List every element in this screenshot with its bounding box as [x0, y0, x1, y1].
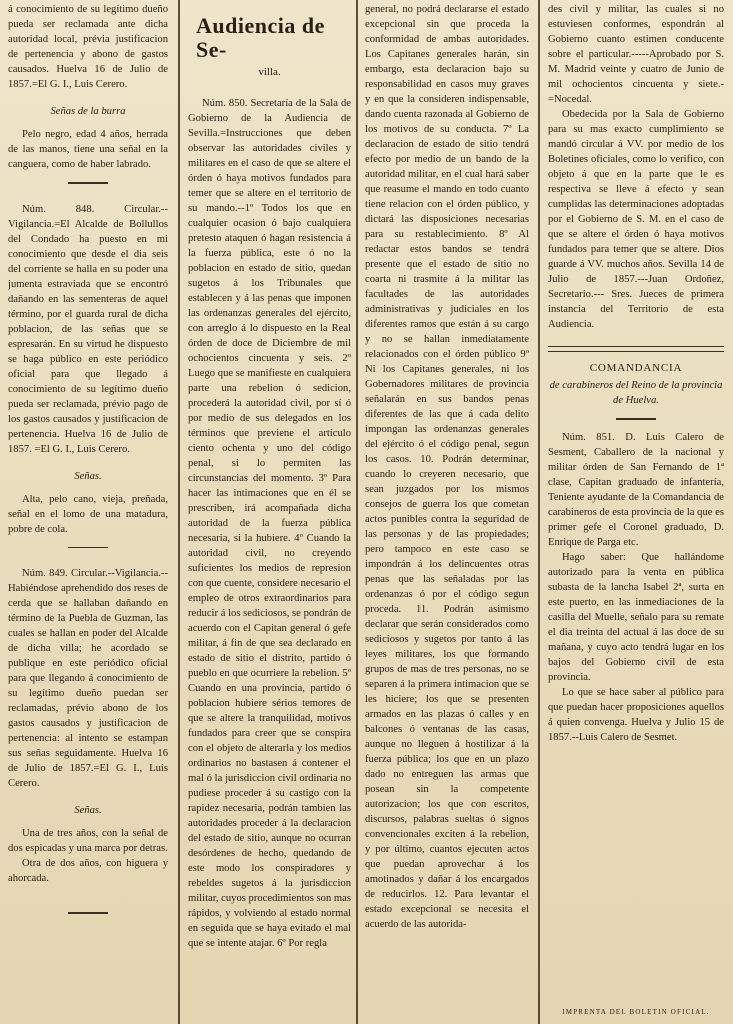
- column-1: [8, 0, 168, 1024]
- separator: [68, 912, 108, 914]
- senas-text: Otra de dos años, con higuera y ahorcada.: [8, 858, 168, 884]
- separator: [616, 418, 656, 420]
- column-3: [365, 0, 529, 1024]
- section-subheading: villa.: [258, 66, 281, 78]
- column-2: [188, 0, 351, 1024]
- section-heading: Audiencia de Se-: [196, 13, 325, 62]
- senas-heading: Señas.: [74, 470, 102, 482]
- notice-851-body: Hago saber: Que hallándome autorizado para la venta en pública subasta de la lancha Isabel 2ª, surta en este puerto, en las inmediaciones de la casilla del Muelle, señalo para su remate el dia treinta del actual á las doce de su mañana, y cuyo acto tendrá lugar en los bajos del Gobierno civil de esta provincia.: [548, 551, 724, 683]
- notice-851-closing: Lo que se hace saber al público para que puedan hacer proposiciones aquellos á quien convenga. Huelva y Julio 15 de 1857.--Luis Calero de Sesmet.: [548, 686, 724, 743]
- notice-850-continued: general, no podrá declararse el estado excepcional sin que proceda la conformidad de ambas autoridades. Los Capitanes generales harán, sin embargo, esta declaracion bajo su responsabilidad en casos muy graves y en que la consideren indispensable, dando cuenta razonada al Gobierno de los motivos de su conducta. 7º La declaracion de estado de sitio tendrá efecto por medio de un bando de la autoridad militar, en el cual hará saber que reasume el mando en todo cuanto tiene relacion con el órden público, y dictará las disposiciones necesarias para su restablecimiento. 8º Al redactar estos bandos se tendrá presente que el estado de sitio no coarta ni trasmite á la militar las facultades de las autoridades administrativas y judiciales en los diferentes ramos que están á su cargo y no se hallan inmediatamente relacionados con el órden público 9º Ni los Capitanes generales, ni los Gobernadores militares de provincia señalarán en sus bandos penas diferentes de las que á cada delito impongan las ordenanzas generales del ejército ó el código penal, segun los casos. 10. Podrán determinar, cuando lo creyeren necesario, que sean juzgados por los mismos consejos de guerra los que cometan actos punibles contra la seguridad de las personas y de las propiedades; pero tampoco en este caso se impondrán á los delincuentes otras penas que las señaladas por las ordenanzas ó por el código segun proceda. 11. Podrán asimismo declarar que serán considerados como sediciosos y sugetos por tanto á las leyes militares, los que formando grupos de mas de tres personas, no se separen á la primera intimacion que se les hiciere; los que se presenten armados en las plazas ó calles y en balcones ó ventanas de las casas, aunque no lleguen á hostilizar á la fuerza pública; los que en un plazo dado no entreguen las armas que posean sin la competente autorizacion; los que con escritos, discursos, palabras sueltas ó signos convencionales exciten á la rebelion, y por último, cuantos ejecuten actos que puedan aprovechar á los amotinados y dañar á los encargados de reducirlos. 12. Para levantar el estado excepcional se necesita el acuerdo de las autorida-: [365, 4, 529, 930]
- separator: [548, 346, 724, 352]
- senas-text: Pelo negro, edad 4 años, herrada de las manos, tiene una señal en la canguera, como de haber labrado.: [8, 129, 168, 170]
- senas-text: Una de tres años, con la señal de dos espicadas y una marca por detras.: [8, 828, 168, 854]
- separator: [68, 547, 108, 549]
- printer-imprint: IMPRENTA DEL BOLETIN OFICIAL.: [562, 1008, 710, 1016]
- senas-text: Alta, pelo cano, vieja, preñada, señal en el lomo de una matadura, pobre de cola.: [8, 493, 168, 535]
- continuation-text: á conocimiento de su legítimo dueño pueda ser reclamada ante dicha autoridad local, prévia justificacion de pertenencia y abono de gastos causados. Huelva 16 de Julio de 1857.=El G. I., Luis Cerero.: [8, 4, 168, 90]
- section-subheading: de carabineros del Reino de la provincia de Huelva.: [549, 380, 723, 406]
- notice-850: Núm. 850. Secretaría de la Sala de Gobierno de la Audiencia de Sevilla.=Instrucciones que deben observar las autoridades civiles y militares en el caso de que se altere el órden ó haya motivos fundados para temer que se altere en el territorio de su mando.--1º Todos los que en cualquier ocasion ó bajo cualquiera pretesto ataquen ó hagan resistencia á la fuerza pública, este ó no la poblacion en estado de sitio, quedan sugetos á los Tribunales que establecen y á las penas que imponen las ordenanzas generales del ejército, con arreglo á lo dispuesto en la Real órden de doce de Diciembre de mil ochocientos cincuenta y seis. 2º Luego que se manifieste en cualquiera parte una rebelion ó sedicion, procederá la autoridad civil, por sí ó por medio de sus delegados en los términos que previene el artículo ciento ochenta y uno del código penal, si lo permiten las circunstancias del momento. 3º Para hacer las intimaciones que en él se prescriben, irá acompañada dicha autoridad de la fuerza pública necesaria, si la hubiere. 4º Cuando la autoridad civil, no creyendo suficientes los medios de represion con que cuente, considere necesario el empleo de otros extraordinarios para reducir á los sediciosos, se pondrán de acuerdo con el Capitan general ó gefe militar, á fin de que sea declarado en estado de sitio el distrito, partido ó pueblo en que ocurriere la rebelion. 5º Cuando en una provincia, partido ó poblacion hubiere sérios temores de que se altere la tranquilidad, motivos fundados para creer que se conspira con el objeto de alterarla y los medios ordinarios no bastasen á contener el mal ó la jurisdiccion civil ordinaria no pudiese proceder á su castigo con la rapidez necesaria, podrán tambien las autoridades proceder á la declaracion del estado de sitio, aunque no ocurran desórdenes de hecho, quedando de este modo los conspiradores y rebeldes sugetos á la jurisdiccion militar, cuyos procedimientos son mas rápidos, y volviendo al estado normal en seguida que se haya evitado el mal que se intente atajar. 6º Por regla: [188, 98, 351, 949]
- separator: [68, 182, 108, 184]
- notice-848: Núm. 848. Circular.--Vigilancia.=El Alcalde de Bollullos del Condado ha puesto en mi conocimiento que desde el dia seis del corriente se halla en su poder una jumenta estraviada que se encontró dañando en las sementeras de aquel término, por el guarda rural de dicha poblacion, de las señas que se espresarán. En su virtud he dispuesto se haga público en este periódico oficial para que llegado á conocimiento de su legítimo dueño pueda ser reclamada, prévio pago de los gastos causados y justificacion de pertenencia. Huelva 16 de Julio de 1857. =El G. I., Luis Cerero.: [8, 203, 168, 455]
- column-divider: [538, 0, 540, 1024]
- senas-heading: Señas de la burra: [50, 106, 126, 117]
- notice-851: Núm. 851. D. Luis Calero de Sesment, Caballero de la nacional y militar órden de San Fernando de 1ª clase, Capitan graduado de infantería, Teniente ayudante de la Comandancia de carabineros de esta provincia de la que es primer gefe el Coronel graduado, D. Enrique de Parga etc.: [548, 431, 724, 548]
- section-heading: COMANDANCIA: [589, 362, 683, 374]
- senas-heading: Señas.: [74, 805, 102, 816]
- column-4: [548, 0, 724, 1024]
- notice-849: Núm. 849. Circular.--Vigilancia.--Habiéndose aprehendido dos reses de cerda que se hallaban dañando en término de la Puebla de Guzman, las cuales se hallan en poder del Alcalde de dicha villa; he acordado se publique en este periódico oficial para que llegando á conocimiento de su legítimo dueño puedan ser reclamadas, prévio abono de los gastos causados y justificacion de pertenencia: al intento se estampan sus señas seguidamente. Huelva 16 de Julio de 1857.=El G. I., Luis Cerero.: [8, 568, 168, 789]
- notice-850-closing: Obedecida por la Sala de Gobierno para su mas exacto cumplimiento se mandó circular á VV. por medio de los Boletines oficiales, como lo verifico, con objeto á que en la parte que le es respectiva se lleve á efecto y sean cumplidas las determinaciones adoptadas por el Gobierno de S. M. en el caso de que se altere el órden ó haya motivos fundados para temer que se altere. Dios guarde á VV. muchos años. Sevilla 14 de Julio de 1857.---Juan Ordoñez, Secretario.--- Sres. Jueces de primera instancia del Territorio de esta Audiencia.: [548, 109, 724, 330]
- column-divider: [356, 0, 358, 1024]
- column-divider: [178, 0, 180, 1024]
- notice-850-continued: des civil y militar, las cuales si no estuviesen conformes, espondrán al Gobierno cuanto estimen conducente sobre el particular.-----Aprobado por S. M. Madrid veinte y cuatro de Junio de mil ochocientos cincuenta y siete.-=Nocedal.: [548, 4, 724, 105]
